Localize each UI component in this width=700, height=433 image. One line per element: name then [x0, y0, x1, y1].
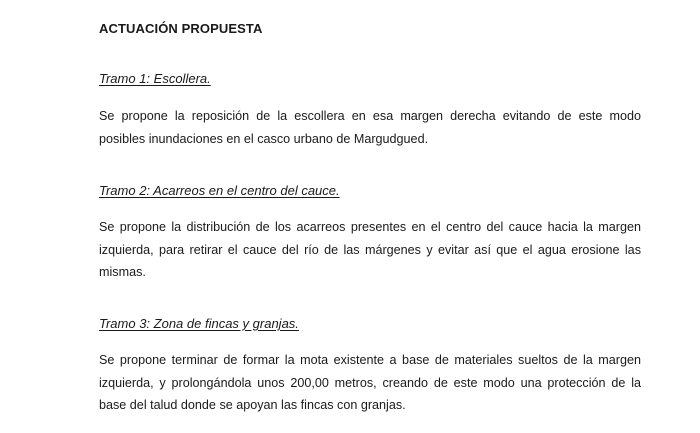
- section-heading: ACTUACIÓN PROPUESTA: [99, 21, 263, 36]
- tramo-2-paragraph: [99, 216, 641, 284]
- paragraph-line: Se propone la reposición de la escollera en esa margen derecha evitando de este modo: [99, 109, 641, 123]
- tramo-2-title: Tramo 2: Acarreos en el centro del cauce.: [99, 183, 340, 198]
- paragraph-line: base del talud donde se apoyan las fincas con granjas.: [99, 398, 406, 412]
- paragraph-line: mismas.: [99, 265, 146, 279]
- paragraph-line: izquierda, y prolongándola unos 200,00 metros, creando de este modo una protección de la: [99, 375, 641, 390]
- tramo-1-title: Tramo 1: Escollera.: [99, 71, 211, 86]
- paragraph-line: izquierda, para retirar el cauce del río de las márgenes y evitar así que el agua erosione las: [99, 242, 641, 257]
- paragraph-line: Se propone terminar de formar la mota existente a base de materiales sueltos de la margen: [99, 353, 641, 367]
- tramo-3-paragraph: [99, 349, 641, 417]
- paragraph-line: posibles inundaciones en el casco urbano de Margudgued.: [99, 131, 429, 146]
- tramo-3-title: Tramo 3: Zona de fincas y granjas.: [99, 316, 299, 331]
- paragraph-line: Se propone la distribución de los acarreos presentes en el centro del cauce hacia la margen: [99, 220, 641, 234]
- tramo-1-paragraph: [99, 105, 641, 150]
